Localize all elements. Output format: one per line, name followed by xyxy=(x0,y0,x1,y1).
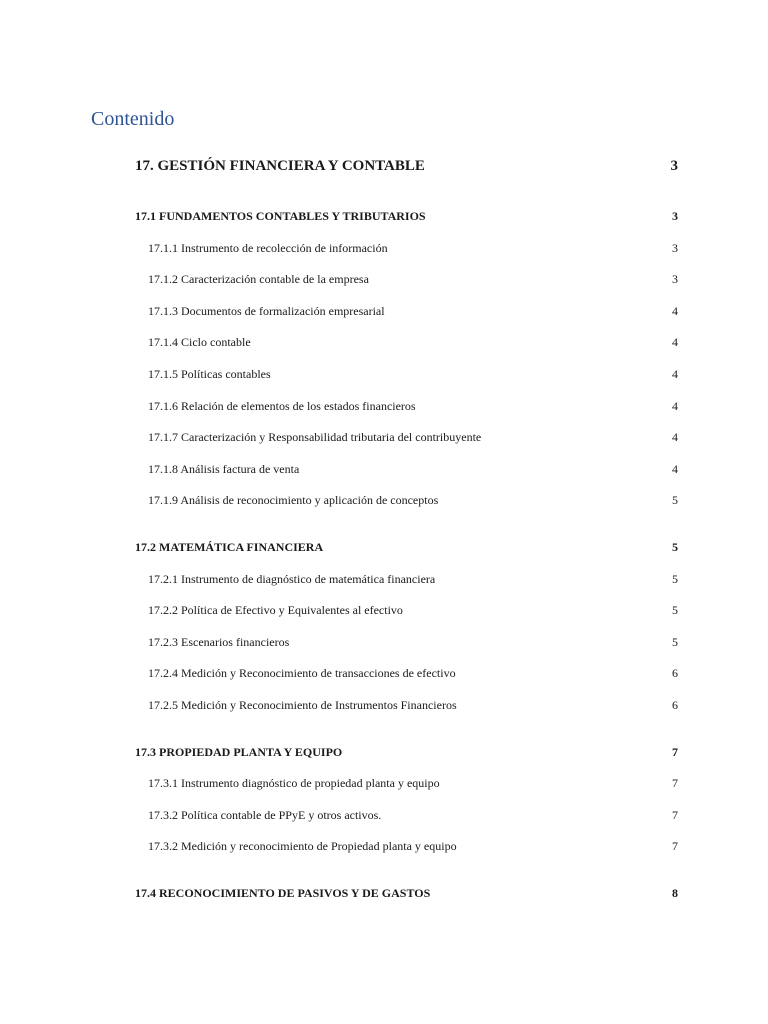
toc-entry-page: 3 xyxy=(670,158,678,174)
toc-entry-page: 7 xyxy=(672,808,678,822)
toc-entry-page: 5 xyxy=(672,635,678,649)
toc-entry-page: 3 xyxy=(672,272,678,286)
toc-entry-label: 17.3.1 Instrumento diagnóstico de propiedad planta y equipo xyxy=(148,776,440,790)
toc-entry-label: 17.2.3 Escenarios financieros xyxy=(148,635,290,649)
toc-entry-page: 8 xyxy=(672,886,678,900)
toc-entry-page: 7 xyxy=(672,745,678,759)
toc-entry-page: 6 xyxy=(672,666,678,680)
toc-entry-page: 7 xyxy=(672,839,678,853)
toc-entry-label: 17.1 FUNDAMENTOS CONTABLES Y TRIBUTARIOS xyxy=(135,209,426,223)
toc-entry-page: 5 xyxy=(672,540,678,554)
toc-entry-label: 17.1.6 Relación de elementos de los estados financieros xyxy=(148,399,416,413)
toc-entry-label: 17.1.2 Caracterización contable de la empresa xyxy=(148,272,369,286)
toc-entry-page: 7 xyxy=(672,776,678,790)
toc-entry-page: 4 xyxy=(672,399,678,413)
toc-entry-label: 17.1.9 Análisis de reconocimiento y aplicación de conceptos xyxy=(148,493,439,507)
toc-entry-label: 17.1.4 Ciclo contable xyxy=(148,335,251,349)
toc-entry-label: 17.1.7 Caracterización y Responsabilidad tributaria del contribuyente xyxy=(148,430,482,444)
toc-entry-page: 3 xyxy=(672,241,678,255)
toc-entry-label: 17.4 RECONOCIMIENTO DE PASIVOS Y DE GASTOS xyxy=(135,886,431,900)
toc-entry-label: 17.2.5 Medición y Reconocimiento de Instrumentos Financieros xyxy=(148,698,457,712)
toc-entry-page: 5 xyxy=(672,493,678,507)
toc-entry-label: 17.1.1 Instrumento de recolección de información xyxy=(148,241,388,255)
toc-entry-page: 4 xyxy=(672,304,678,318)
toc-entry-page: 4 xyxy=(672,335,678,349)
toc-entry-page: 4 xyxy=(672,430,678,444)
toc-entry-label: 17.1.8 Análisis factura de venta xyxy=(148,462,300,476)
toc-entry-label: 17.2.1 Instrumento de diagnóstico de matemática financiera xyxy=(148,572,436,586)
toc-entry-page: 4 xyxy=(672,367,678,381)
toc-entry-page: 5 xyxy=(672,572,678,586)
toc-entry-page: 4 xyxy=(672,462,678,476)
toc-entry-label: 17.2 MATEMÁTICA FINANCIERA xyxy=(135,540,324,554)
toc-entry-label: 17.3.2 Medición y reconocimiento de Propiedad planta y equipo xyxy=(148,839,457,853)
toc-entry-page: 5 xyxy=(672,603,678,617)
toc-entry-label: 17.1.5 Políticas contables xyxy=(148,367,271,381)
toc-title: Contenido xyxy=(91,108,175,130)
toc-entry-page: 3 xyxy=(672,209,678,223)
toc-entry-label: 17.3.2 Política contable de PPyE y otros activos. xyxy=(148,808,382,822)
toc-entry-label: 17.2.4 Medición y Reconocimiento de transacciones de efectivo xyxy=(148,666,456,680)
toc-entry-label: 17.2.2 Política de Efectivo y Equivalentes al efectivo xyxy=(148,603,403,617)
toc-entry-page: 6 xyxy=(672,698,678,712)
toc-entry-label: 17. GESTIÓN FINANCIERA Y CONTABLE xyxy=(135,158,425,174)
toc-entry-label: 17.3 PROPIEDAD PLANTA Y EQUIPO xyxy=(135,745,343,759)
toc-entry-label: 17.1.3 Documentos de formalización empresarial xyxy=(148,304,385,318)
